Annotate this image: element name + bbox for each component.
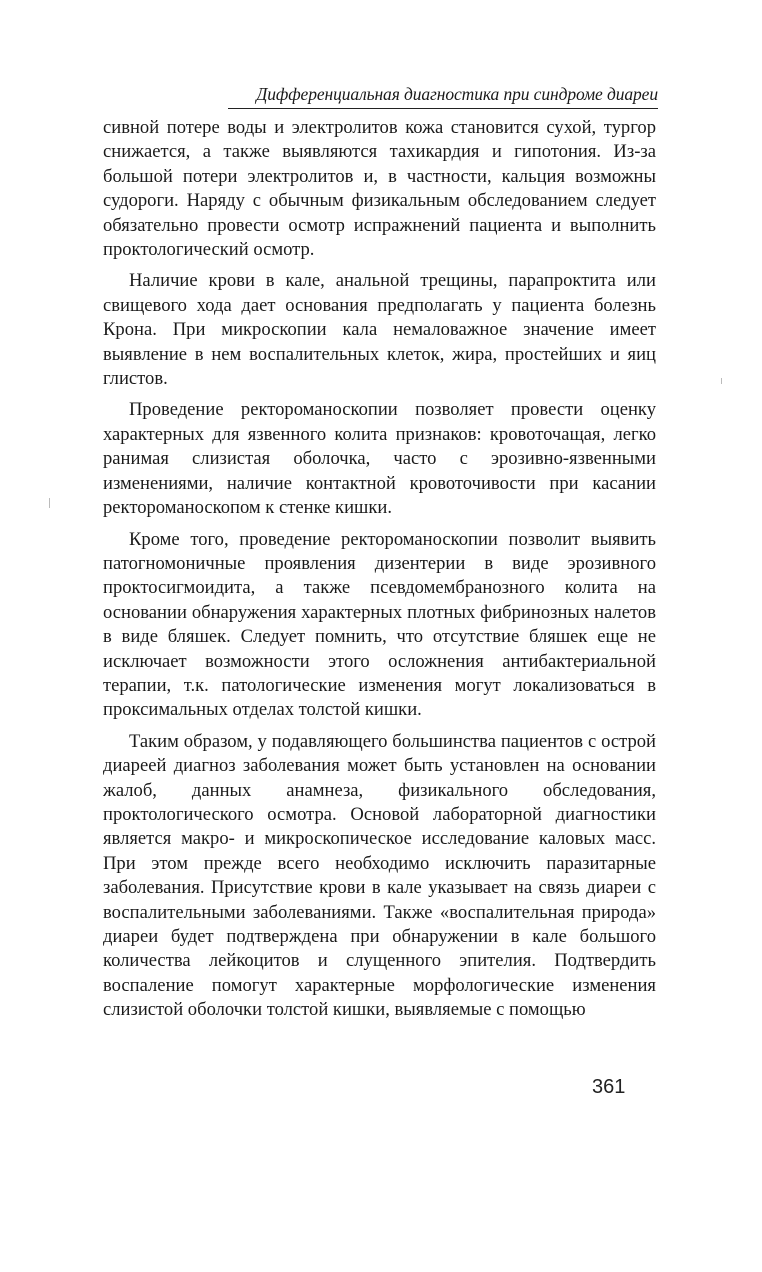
paragraph-3: Проведение ректороманоскопии позволяет провести оценку характерных для язвенного колита признаков: кровоточащая, легко ранимая слизистая оболочка, часто с эрозивно-язвенными изменениями, наличие контактной кровоточивости при касании ректороманоскопом к стенке кишки.: [103, 399, 656, 519]
body-text: [103, 116, 656, 1030]
running-head: Дифференциальная диагностика при синдроме диареи: [256, 84, 658, 104]
paragraph-4: Кроме того, проведение ректороманоскопии позволит выявить патогномоничные проявления дизентерии в виде эрозивного проктосигмоидита, а также псевдомембранозного колита на основании обнаружения характерных плотных фибринозных налетов в виде бляшек. Следует помнить, что отсутствие бляшек еще не исключает возможности этого осложнения антибактериальной терапии, т.к. патологические изменения могут локализоваться в проксимальных отделах толстой кишки.: [103, 528, 656, 721]
paragraph-1: сивной потере воды и электролитов кожа становится сухой, тургор снижается, а также выявляются тахикардия и гипотония. Из-за большой потери электролитов и, в частности, кальция возможны судороги. Наряду с обычным физикальным обследованием следует обязательно провести осмотр испражнений пациента и выполнить проктологический осмотр.: [103, 117, 656, 261]
paragraph-2: Наличие крови в кале, анальной трещины, парапроктита или свищевого хода дает основания предполагать у пациента болезнь Крона. При микроскопии кала немаловажное значение имеет выявление в нем воспалительных клеток, жира, простейших и яиц глистов.: [103, 270, 656, 390]
page-number: 361: [592, 1076, 626, 1098]
scan-speck: [49, 498, 50, 508]
scan-speck: [721, 378, 722, 384]
paragraph-5: Таким образом, у подавляющего большинства пациентов с острой диареей диагноз заболевания может быть установлен на основании жалоб, данных анамнеза, физикального обследования, проктологического осмотра. Основой лабораторной диагностики является макро- и микроскопическое исследование каловых масс. При этом прежде всего необходимо исключить паразитарные заболевания. Присутствие крови в кале указывает на связь диареи с воспалительными заболеваниями. Также «воспалительная природа» диареи будет подтверждена при обнаружении в кале большого количества лейкоцитов и слущенного эпителия. Подтвердить воспаление помогут характерные морфологические изменения слизистой оболочки толстой кишки, выявляемые с помощью: [103, 730, 656, 1021]
header-rule: [228, 108, 658, 109]
